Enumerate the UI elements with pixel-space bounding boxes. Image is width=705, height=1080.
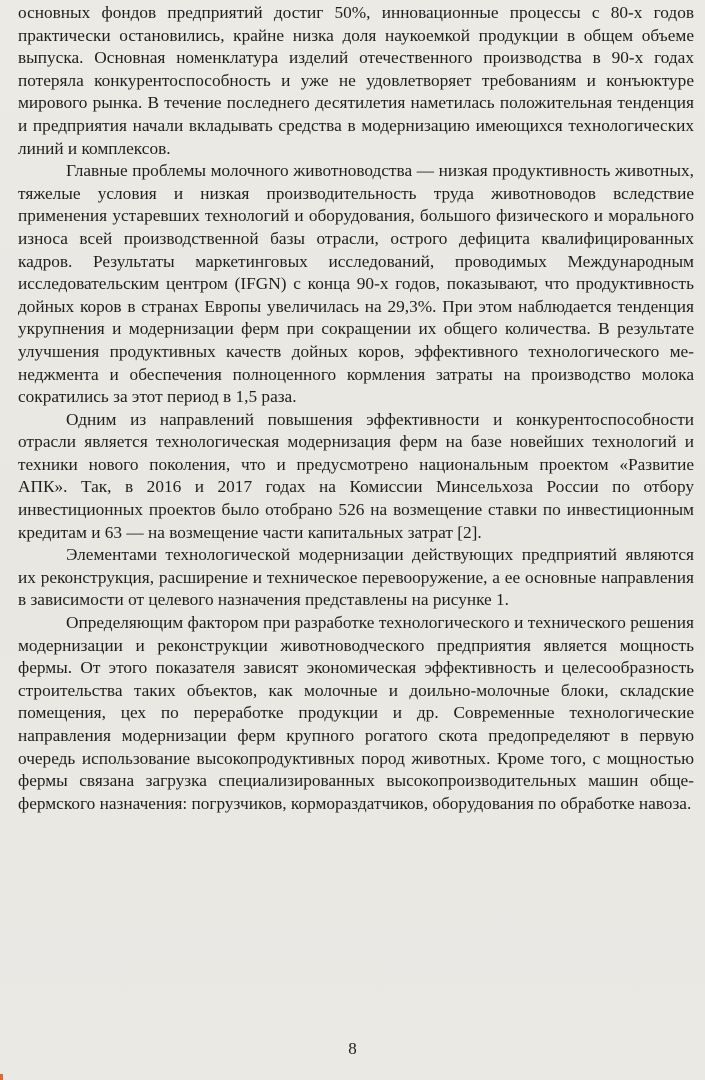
paragraph-5: Определяющим фактором при разработке технологического и технического решения модернизации и реконструкции животноводческого предприятия является мощность фермы. От этого показателя зависят экономическая эффективность и целесообразность строительства таких объектов, как молочные и доильно-молочные блоки, складские помещения, цех по переработке продукции и др. Современные технологические направления модернизации ферм крупного рогатого скота предопределяют в первую очередь использование высокопродуктивных пород животных. Кроме того, с мощностью фермы связана загрузка специализированных высокопроизводительных машин общефермского назначения: погрузчиков, кормораздатчиков, оборудования по обработке навоза.	[18, 613, 694, 813]
paragraph-2: Главные проблемы молочного животноводства — низкая продуктивность животных, тяжелые условия и низкая производительность труда животноводов вследствие применения устаревших технологий и оборудования, большого физического и морального износа всей производственной базы отрасли, острого дефицита квалифицированных кадров. Результаты маркетинговых исследований, проводимых Международным исследовательским центром (IFGN) с конца 90-х годов, показывают, что продуктивность дойных коров в странах Европы увеличилась на 29,3%. При этом наблюдается тенденция укрупнения и модернизации ферм при сокращении их общего количества. В результате улучшения продуктивных качеств дойных коров, эффективного технологического менеджмента и обеспечения полноценного кормления затраты на производство молока сократились за этот период в 1,5 раза.	[18, 161, 694, 407]
body-text	[18, 2, 694, 815]
paragraph-3: Одним из направлений повышения эффективности и конкурентоспособности отрасли является технологическая модернизация ферм на базе новейших технологий и техники нового поколения, что и предусмотрено национальным проектом «Развитие АПК». Так, в 2016 и 2017 годах на Комиссии Минсельхоза России по отбору инвестиционных проектов было отобрано 526 на возмещение ставки по инвестиционным кредитам и 63 — на возмещение части капитальных затрат [2].	[18, 409, 694, 542]
paragraph-1: основных фондов предприятий достиг 50%, инновационные процессы с 80-х годов практически остановились, крайне низка доля наукоемкой продукции в общем объеме выпуска. Основная номенклатура изделий отечественного производства в 90-х годах потеряла конкурентоспособность и уже не удовлетворяет требованиям и конъюктуре мирового рынка. В течение последнего десятилетия наметилась положительная тенденция и предприятия начали вкладывать средства в модернизацию имеющихся технологических линий и комплексов.	[18, 3, 694, 158]
paragraph-4: Элементами технологической модернизации действующих предприятий являются их реконструкция, расширение и техническое перевооружение, а ее основные направления в зависимости от целевого назначения представлены на рисунке 1.	[18, 545, 694, 610]
scan-edge-mark	[0, 1074, 3, 1080]
page-number: 8	[348, 1039, 357, 1058]
